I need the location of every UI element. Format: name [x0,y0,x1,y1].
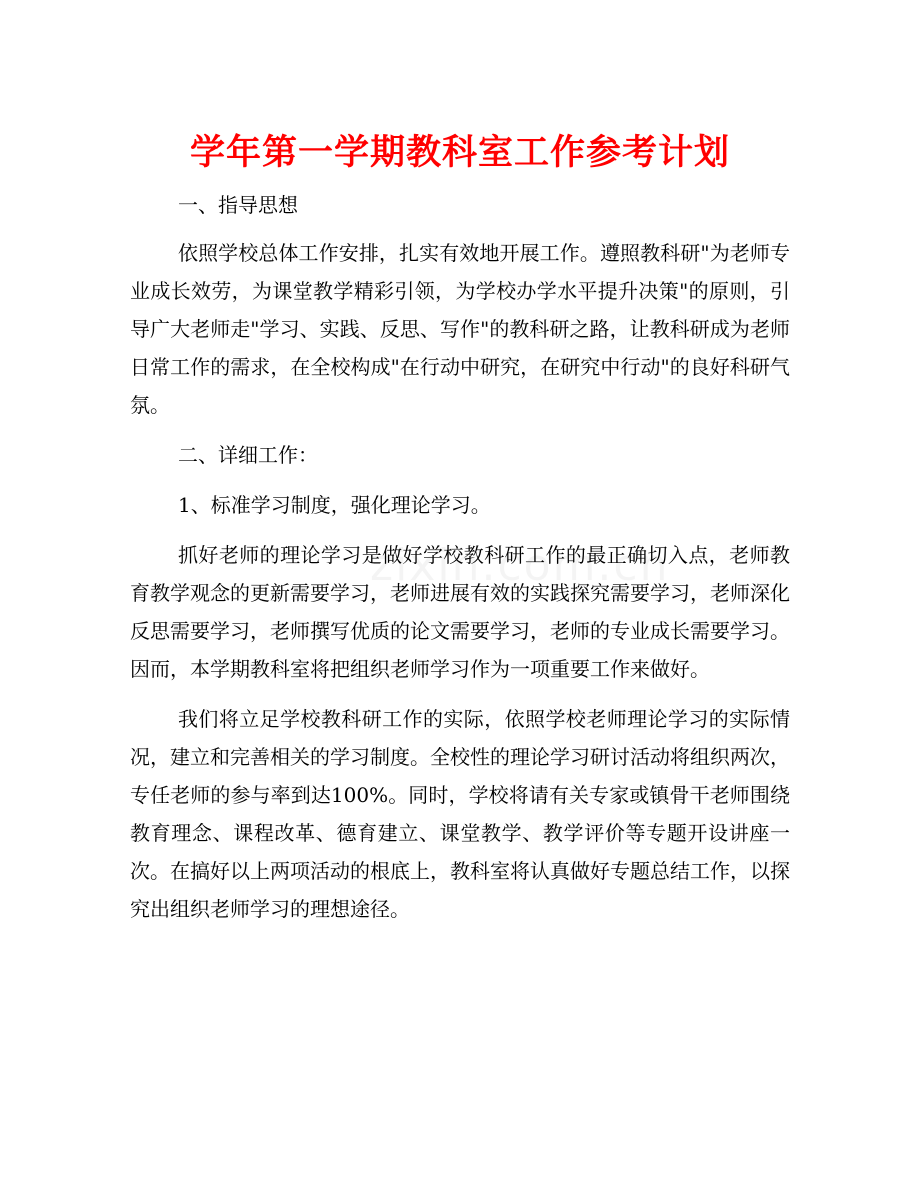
paragraph-theory-study: 抓好老师的理论学习是做好学校教科研工作的最正确切入点，老师教育教学观念的更新需要学习，老师进展有效的实践探究需要学习，老师深化反思需要学习，老师撰写优质的论文需要学习，老师的专业成长需要学习。因而，本学期教科室将把组织老师学习作为一项重要工作来做好。 [130,543,790,681]
paragraph-guiding-thought: 依照学校总体工作安排，扎实有效地开展工作。遵照教科研"为老师专业成长效劳，为课堂教学精彩引领，为学校办学水平提升决策"的原则，引导广大老师走"学习、实践、反思、写作"的教科研之路，让教科研成为老师日常工作的需求，在全校构成"在行动中研究，在研究中行动"的良好科研气氛。 [130,241,790,417]
paragraph-study-activities: 我们将立足学校教科研工作的实际，依照学校老师理论学习的实际情况，建立和完善相关的学习制度。全校性的理论学习研讨活动将组织两次，专任老师的参与率到达100%。同时，学校将请有关专家或镇骨干老师围绕教育理念、课程改革、德育建立、课堂教学、教学评价等专题开设讲座一次。在搞好以上两项活动的根底上，教科室将认真做好专题总结工作，以探究出组织老师学习的理想途径。 [130,707,790,921]
document-title: 学年第一学期教科室工作参考计划 [189,133,730,173]
section-heading-detailed-work: 二、详细工作： [178,443,318,467]
subsection-heading-study-system: 1、标准学习制度，强化理论学习。 [178,493,491,517]
document-body [130,186,790,928]
section-heading-guiding-thought: 一、指导思想 [178,193,298,217]
